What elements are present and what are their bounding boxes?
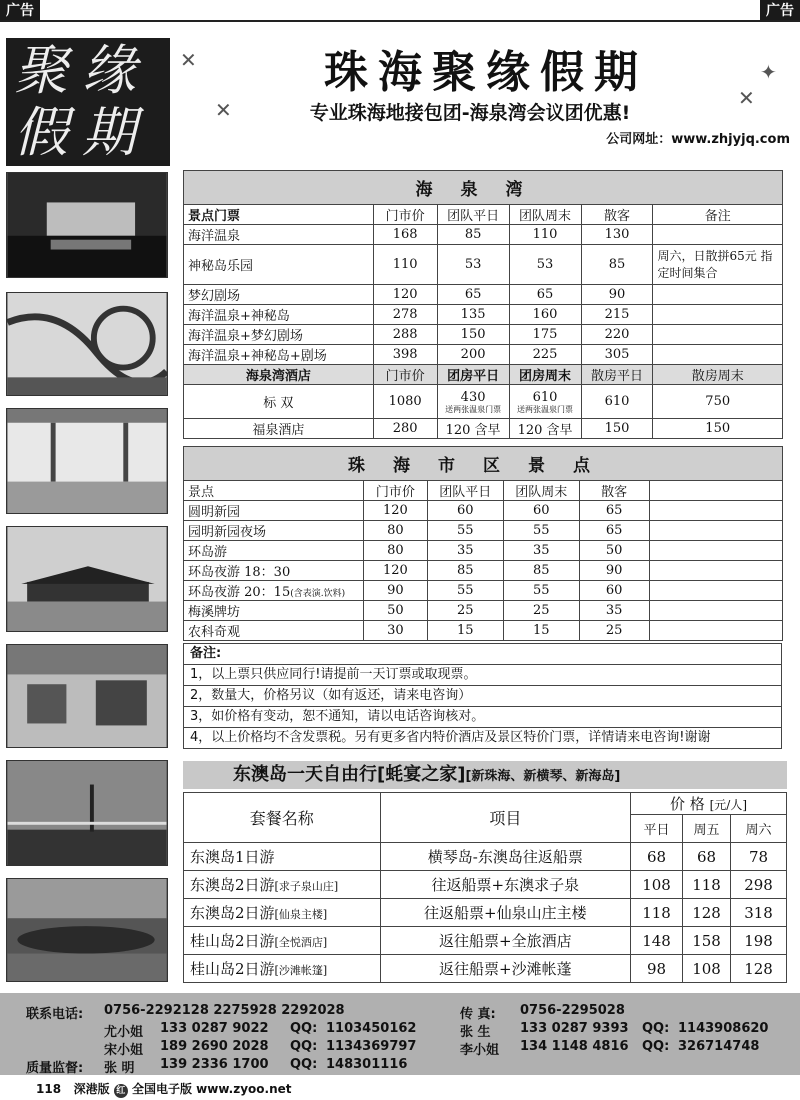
- table-row: [184, 871, 787, 899]
- brand-title: 珠海聚缘假期: [324, 47, 648, 98]
- cell: 288: [373, 325, 437, 345]
- cell: [649, 521, 782, 541]
- cell: 25: [503, 601, 579, 621]
- cell: 25: [427, 601, 503, 621]
- cell: 150: [581, 419, 653, 439]
- contact-qq[interactable]: 1103450162: [326, 1021, 417, 1036]
- cell: [184, 871, 381, 899]
- supervisor-qq[interactable]: 148301116: [326, 1057, 408, 1072]
- cell: 120: [363, 501, 427, 521]
- cell: 175: [509, 325, 581, 345]
- notes-title: 备注:: [184, 643, 781, 664]
- qq-label: QQ:: [290, 1021, 318, 1036]
- cell: 128: [683, 899, 731, 927]
- cell: 35: [579, 601, 649, 621]
- cell: 85: [437, 225, 509, 245]
- cell: [653, 285, 783, 305]
- cell: 海洋温泉+神秘岛+剧场: [184, 345, 374, 365]
- ad-tag-left: 广告: [0, 0, 40, 22]
- package-name: 桂山岛2日游: [190, 960, 275, 978]
- cell: 78: [731, 843, 787, 871]
- cell: 130: [581, 225, 653, 245]
- cell: [509, 385, 581, 419]
- cell: 318: [731, 899, 787, 927]
- cell: 150: [437, 325, 509, 345]
- top-rule: [0, 20, 800, 22]
- haiquanwan-table: [183, 170, 783, 439]
- cell: 55: [427, 581, 503, 601]
- contact-name: 尤小姐: [104, 1025, 144, 1040]
- cell: 108: [631, 871, 683, 899]
- contact-qq[interactable]: 326714748: [678, 1039, 760, 1054]
- cell: 梅溪牌坊: [184, 601, 364, 621]
- cell: 海洋温泉: [184, 225, 374, 245]
- cell: 85: [581, 245, 653, 285]
- photo-rollercoaster: [6, 292, 168, 396]
- cell: 35: [427, 541, 503, 561]
- cell: [649, 561, 782, 581]
- table-row: [184, 305, 783, 325]
- cell: 30: [363, 621, 427, 641]
- table-row: [184, 541, 783, 561]
- cell: 220: [581, 325, 653, 345]
- cell: 200: [437, 345, 509, 365]
- cell: 65: [579, 521, 649, 541]
- edition: 深港版: [73, 1082, 110, 1096]
- package-tag: [沙滩帐篷]: [274, 964, 328, 977]
- website[interactable]: 公司网址：www.zhjyjq.com: [606, 132, 790, 147]
- cell: 15: [503, 621, 579, 641]
- contact-mobile[interactable]: 133 0287 9022: [160, 1021, 269, 1036]
- col-header: 团队周末: [509, 205, 581, 225]
- contact-name: 宋小姐: [104, 1043, 144, 1058]
- cell: [184, 899, 381, 927]
- sparkle-icon: ✕: [738, 86, 755, 110]
- cell: 福泉酒店: [184, 419, 374, 439]
- ad-tag-right: 广告: [760, 0, 800, 22]
- price-unit: [元/人]: [709, 798, 748, 812]
- cell-note: 送两张温泉门票: [445, 404, 502, 414]
- cell: 35: [503, 541, 579, 561]
- col-header: 门市价: [373, 365, 437, 385]
- col-header: 团房周末: [509, 365, 581, 385]
- cell: 750: [653, 385, 783, 419]
- col-header: 海泉湾酒店: [184, 365, 374, 385]
- cell: 神秘岛乐园: [184, 245, 374, 285]
- cell: 68: [683, 843, 731, 871]
- sparkle-icon: ✦: [760, 60, 777, 84]
- qq-label: QQ:: [642, 1039, 670, 1054]
- cell: 198: [731, 927, 787, 955]
- cell: 68: [631, 843, 683, 871]
- cell: 158: [683, 927, 731, 955]
- table-row: [184, 621, 783, 641]
- col-header: 周六: [731, 815, 787, 843]
- cell: 梦幻剧场: [184, 285, 374, 305]
- cell: 118: [683, 871, 731, 899]
- table-row: [184, 581, 783, 601]
- package-tag: [全悦酒店]: [274, 936, 328, 949]
- logo-line-1: 聚缘: [14, 39, 150, 102]
- table-row: [184, 225, 783, 245]
- qq-label: QQ:: [290, 1057, 318, 1072]
- col-header: 项目: [380, 793, 630, 843]
- cell: 398: [373, 345, 437, 365]
- supervisor-name: 张 明: [104, 1061, 135, 1076]
- package-name: 东澳岛2日游: [190, 904, 275, 922]
- cell: 278: [373, 305, 437, 325]
- table-row: [184, 927, 787, 955]
- table-row: [184, 325, 783, 345]
- cell: 80: [363, 541, 427, 561]
- contact-mobile[interactable]: 189 2690 2028: [160, 1039, 269, 1054]
- cell-value: 环岛夜游 20：15: [188, 585, 291, 600]
- table-row: [184, 843, 787, 871]
- cell: 55: [503, 521, 579, 541]
- cell: 280: [373, 419, 437, 439]
- dongao-title-bar: [183, 761, 787, 789]
- cell: 305: [581, 345, 653, 365]
- cell: [649, 581, 782, 601]
- cell: 标 双: [184, 385, 374, 419]
- cell-value: 610: [532, 389, 558, 405]
- package-name: 东澳岛2日游: [190, 876, 275, 894]
- col-header: 团队平日: [427, 481, 503, 501]
- cell: [649, 501, 782, 521]
- cell: 150: [653, 419, 783, 439]
- cell: 53: [437, 245, 509, 285]
- table-row: [184, 345, 783, 365]
- package-tag: [求子泉山庄]: [274, 880, 339, 893]
- cell: 1080: [373, 385, 437, 419]
- section-title-city: 珠海市区景点: [184, 447, 783, 481]
- table-row: [184, 899, 787, 927]
- qq-label: QQ:: [290, 1039, 318, 1054]
- cell: 53: [509, 245, 581, 285]
- contact-qq[interactable]: 1143908620: [678, 1021, 769, 1036]
- cell: 园明新园夜场: [184, 521, 364, 541]
- qq-label: QQ:: [642, 1021, 670, 1036]
- table-row: [184, 419, 783, 439]
- col-header: 散房周末: [653, 365, 783, 385]
- cell: 25: [579, 621, 649, 641]
- package-name: 东澳岛1日游: [190, 848, 275, 866]
- cell: 120 含早: [509, 419, 581, 439]
- cell: 55: [503, 581, 579, 601]
- cell: 80: [363, 521, 427, 541]
- table-row: [184, 955, 787, 983]
- col-header: 平日: [631, 815, 683, 843]
- col-header: 套餐名称: [184, 793, 381, 843]
- phone-label: 联系电话:: [26, 1007, 84, 1022]
- cell: 128: [731, 955, 787, 983]
- cell-note: 送两张温泉门票: [517, 404, 574, 414]
- cell: 65: [437, 285, 509, 305]
- cell: 圆明新园: [184, 501, 364, 521]
- cell: 148: [631, 927, 683, 955]
- col-header: 散客: [579, 481, 649, 501]
- note-item: 3，如价格有变动，恕不通知，请以电话咨询核对。: [184, 706, 781, 727]
- package-name: 桂山岛2日游: [190, 932, 275, 950]
- section-title-haiquanwan: 海泉湾: [184, 171, 783, 205]
- cell: 返往船票+沙滩帐蓬: [380, 955, 630, 983]
- notes-box: [183, 643, 782, 749]
- cell: 110: [373, 245, 437, 285]
- cell: 120: [373, 285, 437, 305]
- cell-note: (含表演.饮料): [290, 589, 346, 599]
- site-link[interactable]: 全国电子版 www.zyoo.net: [132, 1082, 292, 1096]
- cell: 返往船票+全旅酒店: [380, 927, 630, 955]
- cell: 118: [631, 899, 683, 927]
- cell: 横琴岛-东澳岛往返船票: [380, 843, 630, 871]
- table-row: [184, 601, 783, 621]
- photo-resort-night: [6, 172, 168, 278]
- col-header: 门市价: [373, 205, 437, 225]
- contact-footer: [0, 993, 800, 1075]
- note-item: 2，数量大，价格另议（如有返还，请来电咨询）: [184, 685, 781, 706]
- cell: 85: [427, 561, 503, 581]
- cell: 90: [579, 561, 649, 581]
- cell: 55: [427, 521, 503, 541]
- sparkle-icon: ✕: [180, 48, 197, 72]
- col-header: 景点: [184, 481, 364, 501]
- cell: [653, 345, 783, 365]
- city-table: [183, 446, 783, 641]
- table-row: [184, 385, 783, 419]
- cell: 往返船票+东澳求子泉: [380, 871, 630, 899]
- cell: 环岛游: [184, 541, 364, 561]
- table-row: [184, 245, 783, 285]
- cell: 65: [509, 285, 581, 305]
- cell: [649, 621, 782, 641]
- cell: 168: [373, 225, 437, 245]
- col-header: 散客: [581, 205, 653, 225]
- supervise-label: 质量监督:: [26, 1061, 84, 1076]
- cell: [653, 305, 783, 325]
- cell: 85: [503, 561, 579, 581]
- cell: 60: [579, 581, 649, 601]
- col-header: 团房平日: [437, 365, 509, 385]
- cell: 海洋温泉+神秘岛: [184, 305, 374, 325]
- cell: 环岛夜游 18：30: [184, 561, 364, 581]
- col-header: 团队周末: [503, 481, 579, 501]
- cell: [653, 225, 783, 245]
- package-tag: [仙泉主楼]: [274, 908, 328, 921]
- cell: [184, 927, 381, 955]
- cell: 120 含早: [437, 419, 509, 439]
- cell: 60: [427, 501, 503, 521]
- table-row: [184, 561, 783, 581]
- cell: 65: [579, 501, 649, 521]
- cell: 298: [731, 871, 787, 899]
- col-header: 团队平日: [437, 205, 509, 225]
- cell: 50: [579, 541, 649, 561]
- cell: 90: [363, 581, 427, 601]
- contact-name: 李小姐: [460, 1043, 500, 1058]
- cell: 50: [363, 601, 427, 621]
- cell: 98: [631, 955, 683, 983]
- photo-temple: [6, 526, 168, 632]
- note-item: 1，以上票只供应同行!请提前一天订票或取现票。: [184, 664, 781, 685]
- logo: [6, 38, 170, 166]
- col-header: 门市价: [363, 481, 427, 501]
- page-footer: [36, 1080, 292, 1098]
- cell: 60: [503, 501, 579, 521]
- supervisor-mobile[interactable]: 139 2336 1700: [160, 1057, 269, 1072]
- col-header: [649, 481, 782, 501]
- cell: 108: [683, 955, 731, 983]
- cell: 215: [581, 305, 653, 325]
- cell: 225: [509, 345, 581, 365]
- cell: [184, 581, 364, 601]
- slogan: 专业珠海地接包团-海泉湾会议团优惠!: [309, 102, 631, 124]
- cell: [649, 601, 782, 621]
- table-row: [184, 521, 783, 541]
- cell: 海洋温泉+梦幻剧场: [184, 325, 374, 345]
- cell-value: 430: [460, 389, 486, 405]
- cell: 110: [509, 225, 581, 245]
- contact-qq[interactable]: 1134369797: [326, 1039, 417, 1054]
- fax-label: 传 真:: [460, 1007, 496, 1022]
- contact-mobile[interactable]: 133 0287 9393: [520, 1021, 629, 1036]
- cell: [649, 541, 782, 561]
- photo-island: [6, 878, 168, 982]
- dongao-subtitle: [新珠海、新横琴、新海岛]: [465, 769, 621, 784]
- cell: [437, 385, 509, 419]
- photo-pool: [6, 408, 168, 514]
- logo-line-2: 假期: [14, 101, 150, 164]
- cell: 农科奇观: [184, 621, 364, 641]
- cell: 90: [581, 285, 653, 305]
- dongao-title: 东澳岛一天自由行[蚝宴之家]: [233, 764, 466, 785]
- photo-palace: [6, 644, 168, 748]
- cell-remark: 周六，日散拼65元 指定时间集合: [653, 245, 783, 285]
- cell: 135: [437, 305, 509, 325]
- col-header: 散房平日: [581, 365, 653, 385]
- photo-macau-tower: [6, 760, 168, 866]
- note-item: 4，以上价格均不含发票税。另有更多省内特价酒店及景区特价门票，详情请来电咨询!谢谢: [184, 727, 781, 748]
- table-row: [184, 501, 783, 521]
- cell: 160: [509, 305, 581, 325]
- cell: [184, 843, 381, 871]
- phone-numbers[interactable]: 0756-2292128 2275928 2292028: [104, 1003, 345, 1018]
- table-row: [184, 285, 783, 305]
- sparkle-icon: ✕: [215, 98, 232, 122]
- contact-name: 张 生: [460, 1025, 491, 1040]
- page-number: 118: [36, 1082, 62, 1096]
- cell: 610: [581, 385, 653, 419]
- package-table: [183, 792, 787, 983]
- fax-number: 0756-2295028: [520, 1003, 625, 1018]
- contact-mobile[interactable]: 134 1148 4816: [520, 1039, 629, 1054]
- cell: [184, 955, 381, 983]
- cell: 往返船票+仙泉山庄主楼: [380, 899, 630, 927]
- cell: [653, 325, 783, 345]
- col-header: 景点门票: [184, 205, 374, 225]
- col-header: 周五: [683, 815, 731, 843]
- cell: 120: [363, 561, 427, 581]
- cell: 15: [427, 621, 503, 641]
- col-header: 备注: [653, 205, 783, 225]
- col-header: 价 格: [670, 795, 705, 813]
- edition-badge-icon: 红: [114, 1084, 128, 1098]
